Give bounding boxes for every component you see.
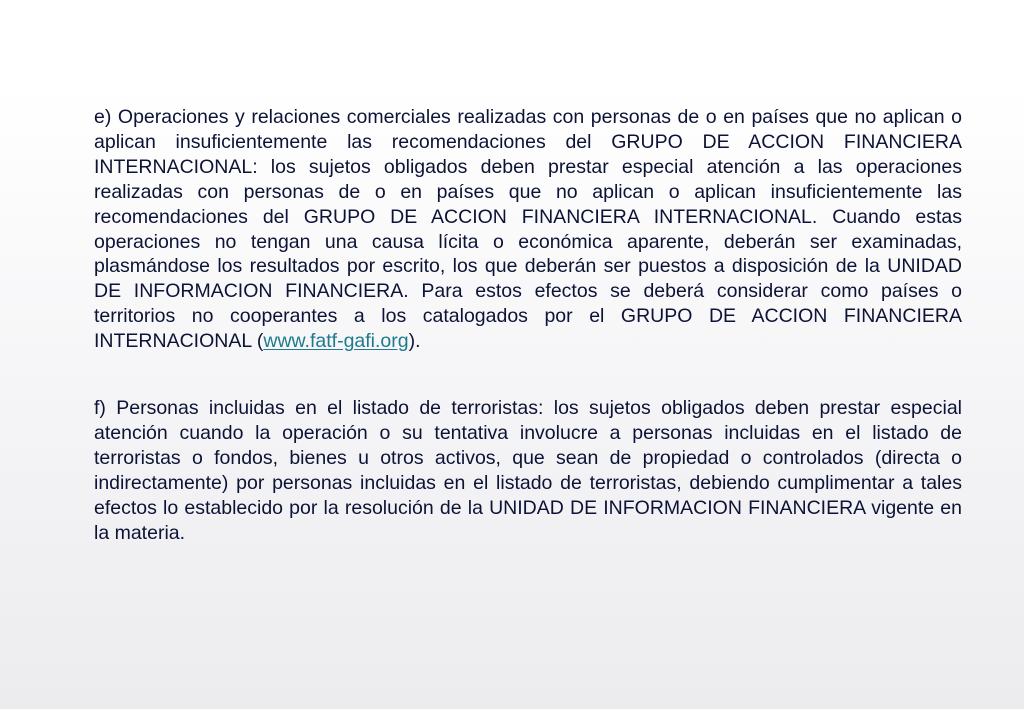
paragraph-e-closing: ). [408, 330, 421, 353]
paragraph-f-text: f) Personas incluidas en el listado de terroristas: los sujetos obligados deben prestar especial atención cuando la operación o su tentativa involucre a personas incluidas en el listado de terroristas o fondos, bienes u otros activos, que sean de propiedad o controlados (directa o indirectamente) por personas incluidas en el listado de terroristas, debiendo cumplimentar a tales efectos lo establecido por la resolución de la UNIDAD DE INFORMACION FINANCIERA vigente en la materia. [94, 397, 962, 544]
paragraph-f [94, 396, 962, 545]
paragraph-e-text: e) Operaciones y relaciones comerciales realizadas con personas de o en países que no aplican o aplican insuficientemente las recomendaciones del GRUPO DE ACCION FINANCIERA INTERNACIONAL: los sujetos obligados deben prestar especial atención a las operaciones realizadas con personas de o en países que no aplican o aplican insuficientemente las recomendaciones del GRUPO DE ACCION FINANCIERA INTERNACIONAL. Cuando estas operaciones no tengan una causa lícita o económica aparente, deberán ser examinadas, plasmándose los resultados por escrito, los que deberán ser puestos a disposición de la UNIDAD DE INFORMACION FINANCIERA. Para estos efectos se deberá considerar como países o territorios no cooperantes a los catalogados por el GRUPO DE ACCION FINANCIERA INTERNACIONAL ( [94, 106, 962, 353]
paragraph-e [94, 105, 962, 354]
slide-content [94, 105, 962, 546]
fatf-gafi-link[interactable]: www.fatf-gafi.org [263, 330, 409, 353]
